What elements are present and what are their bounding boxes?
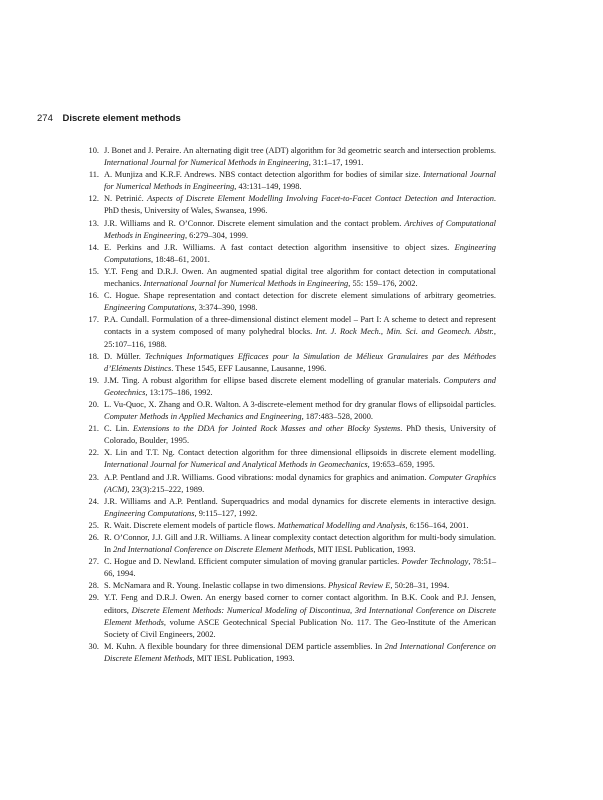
reference-source: Mathematical Modelling and Analysis xyxy=(277,520,406,530)
reference-item xyxy=(88,472,496,496)
reference-text: J.R. Williams and A.P. Pentland. Superquadrics and modal dynamics for discrete elements in interactive design. xyxy=(104,496,496,506)
reference-item xyxy=(88,447,496,471)
reference-text: , 55: 159–176, 2002. xyxy=(348,279,418,289)
reference-list xyxy=(88,145,497,665)
reference-text: R. O’Connor, J.J. Gill and J.R. Williams. A linear complexity contact detection algorithm for multi-body simulation. In xyxy=(104,533,496,555)
reference-item xyxy=(88,314,496,350)
reference-text: C. Hogue. Shape representation and contact detection for discrete element simulations of arbitrary geometries. xyxy=(104,291,496,301)
reference-text: , 6:279–304, 1999. xyxy=(184,230,248,240)
reference-source: Int. J. Rock Mech., Min. Sci. and Geomech. Abstr. xyxy=(315,327,494,337)
reference-source: Computer Graphics (ACM) xyxy=(104,472,496,494)
reference-number: 17. xyxy=(88,315,99,325)
reference-item xyxy=(88,520,496,532)
reference-source: International Journal for Numerical and Analytical Methods in Geomechanics xyxy=(104,460,368,470)
reference-text: D. Müller. xyxy=(104,351,146,361)
reference-number: 30. xyxy=(88,641,99,651)
reference-text: , 31:1–17, 1991. xyxy=(308,158,364,168)
reference-item xyxy=(88,145,496,169)
reference-number: 23. xyxy=(88,472,99,482)
reference-item xyxy=(88,532,496,556)
reference-text: J.R. Williams and R. O’Connor. Discrete element simulation and the contact problem. xyxy=(104,218,405,228)
reference-text: J. Bonet and J. Peraire. An alternating digit tree (ADT) algorithm for 3d geometric search and intersection problems. xyxy=(104,146,496,155)
reference-text: N. Petrinić. xyxy=(104,194,148,204)
chapter-title: Discrete element methods xyxy=(62,113,181,124)
reference-item xyxy=(88,592,497,640)
reference-text: , 18:48–61, 2001. xyxy=(151,254,210,264)
reference-source: Aspects of Discrete Element Modelling Involving Facet-to-Facet Contact Detection and Interaction xyxy=(147,194,494,204)
reference-item xyxy=(88,290,496,314)
reference-source: Powder Technology xyxy=(401,557,469,567)
reference-text: , MIT IESL Publication, 1993. xyxy=(192,653,295,663)
reference-number: 26. xyxy=(88,533,99,542)
reference-text: R. Wait. Discrete element models of particle flows. xyxy=(104,520,278,530)
reference-number: 13. xyxy=(88,218,99,228)
reference-number: 16. xyxy=(88,291,99,301)
reference-item xyxy=(88,641,496,665)
reference-text: E. Perkins and J.R. Williams. A fast contact detection algorithm insensitive to object sizes. xyxy=(104,242,455,252)
reference-source: 2nd International Conference on Discrete Element Methods xyxy=(113,545,314,555)
reference-number: 24. xyxy=(88,496,99,506)
reference-source: Computers and Geotechnics xyxy=(104,375,496,397)
reference-number: 28. xyxy=(88,581,99,591)
reference-item xyxy=(88,496,496,520)
reference-source: 2nd International Conference on Discrete Element Methods xyxy=(104,641,496,663)
reference-item xyxy=(88,556,497,580)
reference-text: C. Lin. xyxy=(104,424,134,434)
reference-source: Discrete Element Methods: Numerical Modeling of Discontinua, 3rd International Conference on Discrete Element Methods xyxy=(104,605,497,627)
reference-source: International Journal for Numerical Methods in Engineering xyxy=(104,158,309,168)
reference-number: 18. xyxy=(88,351,99,361)
reference-text: , 187:483–528, 2000. xyxy=(301,412,373,422)
reference-item xyxy=(88,266,496,290)
reference-item xyxy=(88,399,496,423)
reference-text: J.M. Ting. A robust algorithm for ellipse based discrete element modelling of granular materials. xyxy=(104,375,444,385)
reference-text: , 50:28–31, 1994. xyxy=(390,581,450,591)
reference-source: Engineering Computations xyxy=(104,242,496,264)
reference-number: 25. xyxy=(88,520,99,530)
reference-text: . PhD thesis, University of Wales, Swansea, 1996. xyxy=(104,194,496,216)
reference-text: M. Kuhn. A flexible boundary for three dimensional DEM particle assemblies. In xyxy=(104,641,385,651)
reference-text: , 43:131–149, 1998. xyxy=(234,182,302,192)
reference-source: Engineering Computations xyxy=(104,508,195,518)
reference-text: . PhD thesis, University of Colorado, Boulder, 1995. xyxy=(104,424,496,446)
page-number: 274 xyxy=(37,113,53,124)
reference-number: 12. xyxy=(88,194,99,204)
reference-text: , 25:107–116, 1988. xyxy=(104,327,496,349)
reference-text: A. Munjiza and K.R.F. Andrews. NBS contact detection algorithm for bodies of similar size. xyxy=(104,170,424,180)
reference-number: 29. xyxy=(88,593,99,603)
reference-item xyxy=(88,242,496,266)
reference-text: L. Vu-Quoc, X. Zhang and O.R. Walton. A 3-discrete-element method for dry granular flows of ellipsoidal particles. xyxy=(104,399,496,409)
reference-number: 15. xyxy=(88,266,99,276)
reference-source: Extensions to the DDA for Jointed Rock Masses and other Blocky Systems xyxy=(133,424,401,434)
reference-item xyxy=(88,351,496,375)
reference-text: C. Hogue and D. Newland. Efficient computer simulation of moving granular particles. xyxy=(104,557,402,567)
reference-text: , 13:175–186, 1992. xyxy=(145,387,213,397)
reference-text: A.P. Pentland and J.R. Williams. Good vibrations: modal dynamics for graphics and animation. xyxy=(104,472,429,482)
reference-text: , 9:115–127, 1992. xyxy=(194,508,258,518)
reference-number: 19. xyxy=(88,375,99,385)
reference-source: Engineering Computations xyxy=(104,303,195,313)
reference-item xyxy=(88,423,496,447)
reference-text: Y.T. Feng and D.R.J. Owen. An augmented spatial digital tree algorithm for contact detection in computational mechanics. xyxy=(104,266,496,289)
reference-number: 27. xyxy=(88,557,99,567)
reference-source: Archives of Computational Methods in Engineering xyxy=(104,218,496,240)
reference-text: , 23(3):215–222, 1989. xyxy=(127,484,205,494)
reference-source: Physical Review E xyxy=(328,581,391,591)
reference-text: X. Lin and T.T. Ng. Contact detection algorithm for three dimensional ellipsoids in discrete element modelling. xyxy=(104,448,496,458)
reference-item xyxy=(88,169,496,193)
reference-item xyxy=(88,580,496,592)
reference-text: , volume ASCE Geotechnical Special Publication No. 117. The Geo-Institute of the American Society of Civil Engineers, 2002. xyxy=(104,617,496,639)
reference-text: , 6:156–164, 2001. xyxy=(405,520,469,530)
reference-text: , 78:51–66, 1994. xyxy=(104,557,497,579)
reference-text: , MIT IESL Publication, 1993. xyxy=(313,545,416,555)
reference-number: 11. xyxy=(88,170,99,180)
reference-number: 22. xyxy=(88,448,99,458)
reference-source: International Journal for Numerical Methods in Engineering xyxy=(104,170,496,192)
reference-item xyxy=(88,375,496,399)
reference-text: S. McNamara and R. Young. Inelastic collapse in two dimensions. xyxy=(104,581,329,591)
reference-number: 21. xyxy=(88,424,99,434)
reference-number: 14. xyxy=(88,242,99,252)
reference-text: Y.T. Feng and D.R.J. Owen. An energy based corner to corner contact algorithm. In B.K. Cook and P.J. Jensen, editors, xyxy=(104,593,496,615)
reference-text: . These 1545, EFF Lausanne, Lausanne, 1996. xyxy=(171,363,327,373)
reference-number: 10. xyxy=(88,146,99,155)
reference-source: Techniques Informatiques Efficaces pour la Simulation de Mélieux Granulaires par des Méthodes d’Eléments Distincs xyxy=(104,351,496,373)
reference-source: Computer Methods in Applied Mechanics and Engineering xyxy=(104,412,302,422)
reference-text: , 3:374–390, 1998. xyxy=(194,303,258,313)
reference-number: 20. xyxy=(88,399,99,409)
reference-text: , 19:653–659, 1995. xyxy=(367,460,435,470)
reference-item xyxy=(88,218,496,242)
reference-item xyxy=(88,193,496,217)
reference-source: International Journal for Numerical Methods in Engineering xyxy=(143,279,349,289)
running-header xyxy=(37,113,181,125)
reference-text: P.A. Cundall. Formulation of a three-dimensional distinct element model – Part I: A scheme to detect and represent contacts in a system composed of many polyhedral blocks. xyxy=(104,315,496,337)
